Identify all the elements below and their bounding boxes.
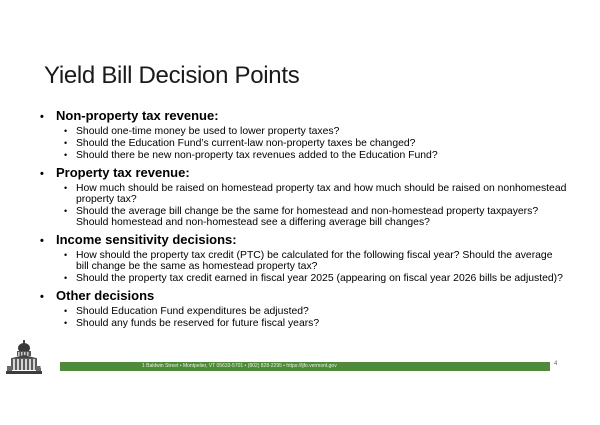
bullet-icon: • [64, 318, 68, 328]
bullet-icon: • [64, 138, 68, 148]
section-heading: Non-property tax revenue: [56, 108, 219, 123]
list-item: • Should the Education Fund’s current-law non-property taxes be changed? [64, 138, 416, 149]
bullet-icon: • [40, 291, 44, 303]
list-item: • How should the property tax credit (PTC) be calculated for the following fiscal year? Should the average bill change be the same as homestead property tax? [64, 250, 553, 272]
bullet-icon: • [64, 273, 68, 283]
section-items [38, 306, 568, 329]
section-heading: Property tax revenue: [56, 165, 190, 180]
bullet-icon: • [64, 206, 68, 216]
list-item: • Should Education Fund expenditures be adjusted? [64, 306, 309, 317]
slide-title: Yield Bill Decision Points [44, 62, 300, 89]
section-items [38, 183, 568, 228]
slide-content [38, 108, 568, 333]
page-number: 4 [554, 361, 558, 367]
bullet-icon: • [40, 235, 44, 247]
section-items [38, 250, 568, 284]
list-item: • Should the property tax credit earned in fiscal year 2025 (appearing on fiscal year 2026 bills be adjusted)? [64, 273, 563, 284]
section-items [38, 126, 568, 161]
list-item: • Should the average bill change be the same for homestead and non-homestead property taxpayers? Should homestead and non-homestead see a differing average bill changes? [64, 206, 539, 228]
section-other-decisions [38, 288, 568, 329]
list-item: • Should one-time money be used to lower property taxes? [64, 126, 340, 137]
list-item: • Should any funds be reserved for future fiscal years? [64, 318, 320, 329]
bullet-icon: • [64, 150, 68, 160]
bullet-icon: • [40, 168, 44, 180]
bullet-icon: • [64, 183, 68, 193]
section-non-property-tax [38, 108, 568, 161]
logo-text: JFO [40, 363, 55, 370]
bullet-icon: • [64, 126, 68, 136]
bullet-icon: • [40, 111, 44, 123]
list-item: • How much should be raised on homestead property tax and how much should be raised on nonhomestead property tax? [64, 183, 567, 205]
list-item: • Should there be new non-property tax revenues added to the Education Fund? [64, 150, 438, 161]
section-income-sensitivity [38, 232, 568, 284]
section-heading: Other decisions [56, 288, 155, 303]
section-heading: Income sensitivity decisions: [56, 232, 237, 247]
section-property-tax [38, 165, 568, 228]
bullet-icon: • [64, 250, 68, 260]
footer-contact-info: 1 Baldwin Street • Montpelier, VT 05633-5701 • (802) 828-2295 • https://ljfo.vermont.gov [142, 363, 337, 369]
capitol-building-icon [4, 336, 64, 380]
bullet-icon: • [64, 306, 68, 316]
